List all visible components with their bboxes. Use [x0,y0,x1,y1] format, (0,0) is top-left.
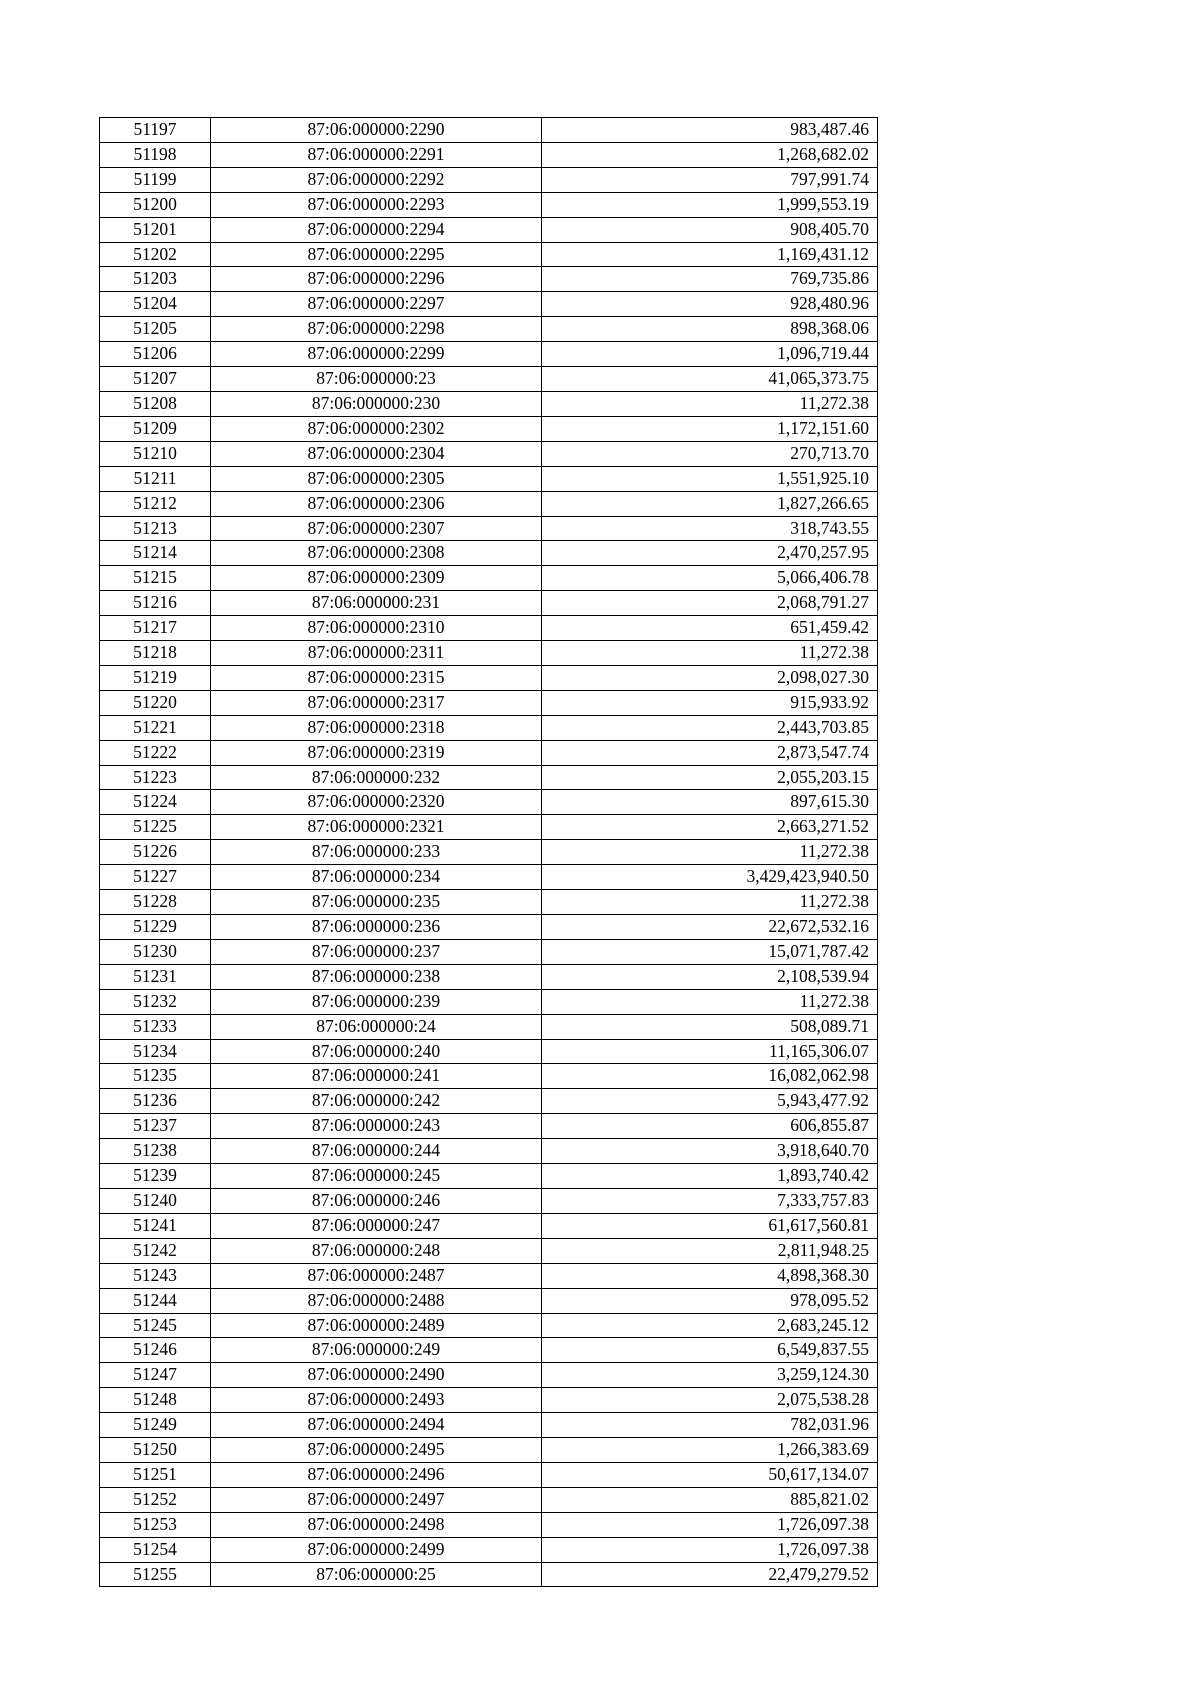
table-row [100,1213,878,1238]
amount-cell: 2,873,547.74 [542,740,878,765]
amount-cell: 1,268,682.02 [542,142,878,167]
row-number-cell: 51229 [100,915,211,940]
amount-cell: 1,726,097.38 [542,1537,878,1562]
table-row [100,1462,878,1487]
row-number-cell: 51239 [100,1164,211,1189]
table-row [100,317,878,342]
amount-cell: 11,272.38 [542,890,878,915]
row-number-cell: 51248 [100,1388,211,1413]
table-row [100,1064,878,1089]
table-row [100,1388,878,1413]
amount-cell: 797,991.74 [542,167,878,192]
table-row [100,466,878,491]
amount-cell: 2,683,245.12 [542,1313,878,1338]
cadastral-number-cell: 87:06:000000:2497 [211,1487,542,1512]
row-number-cell: 51220 [100,690,211,715]
row-number-cell: 51245 [100,1313,211,1338]
table-row [100,1263,878,1288]
table-row [100,915,878,940]
row-number-cell: 51234 [100,1039,211,1064]
table-row [100,1438,878,1463]
row-number-cell: 51237 [100,1114,211,1139]
table-row [100,416,878,441]
cadastral-number-cell: 87:06:000000:2295 [211,242,542,267]
cadastral-number-cell: 87:06:000000:236 [211,915,542,940]
cadastral-number-cell: 87:06:000000:2315 [211,665,542,690]
cadastral-number-cell: 87:06:000000:2496 [211,1462,542,1487]
cadastral-number-cell: 87:06:000000:2305 [211,466,542,491]
row-number-cell: 51213 [100,516,211,541]
amount-cell: 508,089.71 [542,1014,878,1039]
amount-cell: 5,066,406.78 [542,566,878,591]
row-number-cell: 51254 [100,1537,211,1562]
amount-cell: 897,615.30 [542,790,878,815]
table-row [100,1089,878,1114]
amount-cell: 928,480.96 [542,292,878,317]
cadastral-number-cell: 87:06:000000:2318 [211,715,542,740]
row-number-cell: 51205 [100,317,211,342]
row-number-cell: 51225 [100,815,211,840]
row-number-cell: 51232 [100,989,211,1014]
table-body [100,118,878,1587]
cadastral-number-cell: 87:06:000000:2498 [211,1512,542,1537]
row-number-cell: 51203 [100,267,211,292]
row-number-cell: 51199 [100,167,211,192]
row-number-cell: 51204 [100,292,211,317]
table-row [100,1537,878,1562]
amount-cell: 5,943,477.92 [542,1089,878,1114]
cadastral-number-cell: 87:06:000000:234 [211,865,542,890]
table-row [100,242,878,267]
row-number-cell: 51214 [100,541,211,566]
table-row [100,989,878,1014]
cadastral-number-cell: 87:06:000000:2488 [211,1288,542,1313]
cadastral-number-cell: 87:06:000000:232 [211,765,542,790]
table-row [100,142,878,167]
table-row [100,665,878,690]
row-number-cell: 51235 [100,1064,211,1089]
row-number-cell: 51243 [100,1263,211,1288]
cadastral-number-cell: 87:06:000000:2291 [211,142,542,167]
row-number-cell: 51244 [100,1288,211,1313]
row-number-cell: 51212 [100,491,211,516]
cadastral-number-cell: 87:06:000000:231 [211,591,542,616]
table-row [100,890,878,915]
table-row [100,118,878,143]
amount-cell: 2,663,271.52 [542,815,878,840]
amount-cell: 606,855.87 [542,1114,878,1139]
cadastral-number-cell: 87:06:000000:2494 [211,1413,542,1438]
cadastral-number-cell: 87:06:000000:2487 [211,1263,542,1288]
amount-cell: 2,443,703.85 [542,715,878,740]
table-row [100,790,878,815]
row-number-cell: 51211 [100,466,211,491]
amount-cell: 11,165,306.07 [542,1039,878,1064]
amount-cell: 2,055,203.15 [542,765,878,790]
amount-cell: 782,031.96 [542,1413,878,1438]
amount-cell: 885,821.02 [542,1487,878,1512]
cadastral-number-cell: 87:06:000000:239 [211,989,542,1014]
cadastral-number-cell: 87:06:000000:2493 [211,1388,542,1413]
amount-cell: 651,459.42 [542,616,878,641]
table-row [100,964,878,989]
amount-cell: 1,172,151.60 [542,416,878,441]
amount-cell: 3,259,124.30 [542,1363,878,1388]
cadastral-number-cell: 87:06:000000:230 [211,391,542,416]
cadastral-number-cell: 87:06:000000:249 [211,1338,542,1363]
cadastral-number-cell: 87:06:000000:2302 [211,416,542,441]
table-row [100,939,878,964]
row-number-cell: 51230 [100,939,211,964]
row-number-cell: 51223 [100,765,211,790]
table-row [100,616,878,641]
cadastral-number-cell: 87:06:000000:2495 [211,1438,542,1463]
amount-cell: 11,272.38 [542,391,878,416]
cadastral-number-cell: 87:06:000000:2319 [211,740,542,765]
table-row [100,641,878,666]
amount-cell: 4,898,368.30 [542,1263,878,1288]
cadastral-number-cell: 87:06:000000:2320 [211,790,542,815]
amount-cell: 318,743.55 [542,516,878,541]
amount-cell: 2,470,257.95 [542,541,878,566]
amount-cell: 11,272.38 [542,641,878,666]
table-row [100,1114,878,1139]
cadastral-number-cell: 87:06:000000:240 [211,1039,542,1064]
cadastral-number-cell: 87:06:000000:2308 [211,541,542,566]
row-number-cell: 51207 [100,367,211,392]
table-row [100,491,878,516]
cadastral-number-cell: 87:06:000000:237 [211,939,542,964]
amount-cell: 3,918,640.70 [542,1139,878,1164]
amount-cell: 11,272.38 [542,840,878,865]
cadastral-number-cell: 87:06:000000:2297 [211,292,542,317]
row-number-cell: 51200 [100,192,211,217]
row-number-cell: 51218 [100,641,211,666]
row-number-cell: 51224 [100,790,211,815]
row-number-cell: 51246 [100,1338,211,1363]
table-row [100,1363,878,1388]
table-row [100,192,878,217]
cadastral-number-cell: 87:06:000000:2306 [211,491,542,516]
row-number-cell: 51210 [100,441,211,466]
cadastral-number-cell: 87:06:000000:25 [211,1562,542,1587]
table-row [100,865,878,890]
table-row [100,1313,878,1338]
row-number-cell: 51202 [100,242,211,267]
cadastral-number-cell: 87:06:000000:235 [211,890,542,915]
amount-cell: 2,098,027.30 [542,665,878,690]
amount-cell: 1,726,097.38 [542,1512,878,1537]
table-row [100,1562,878,1587]
row-number-cell: 51247 [100,1363,211,1388]
cadastral-number-cell: 87:06:000000:2296 [211,267,542,292]
cadastral-number-cell: 87:06:000000:23 [211,367,542,392]
amount-cell: 2,811,948.25 [542,1238,878,1263]
amount-cell: 915,933.92 [542,690,878,715]
cadastral-number-cell: 87:06:000000:233 [211,840,542,865]
row-number-cell: 51227 [100,865,211,890]
amount-cell: 270,713.70 [542,441,878,466]
cadastral-number-cell: 87:06:000000:2299 [211,342,542,367]
row-number-cell: 51222 [100,740,211,765]
table-row [100,342,878,367]
row-number-cell: 51209 [100,416,211,441]
cadastral-number-cell: 87:06:000000:242 [211,1089,542,1114]
row-number-cell: 51198 [100,142,211,167]
cadastral-number-cell: 87:06:000000:246 [211,1188,542,1213]
table-row [100,167,878,192]
amount-cell: 50,617,134.07 [542,1462,878,1487]
amount-cell: 769,735.86 [542,267,878,292]
table-row [100,367,878,392]
amount-cell: 41,065,373.75 [542,367,878,392]
row-number-cell: 51228 [100,890,211,915]
table-row [100,1188,878,1213]
cadastral-number-cell: 87:06:000000:2317 [211,690,542,715]
table-row [100,1238,878,1263]
amount-cell: 7,333,757.83 [542,1188,878,1213]
row-number-cell: 51241 [100,1213,211,1238]
table-row [100,391,878,416]
row-number-cell: 51249 [100,1413,211,1438]
amount-cell: 22,672,532.16 [542,915,878,940]
table-row [100,1039,878,1064]
row-number-cell: 51226 [100,840,211,865]
table-row [100,1512,878,1537]
table-row [100,1413,878,1438]
row-number-cell: 51216 [100,591,211,616]
amount-cell: 1,096,719.44 [542,342,878,367]
table-row [100,690,878,715]
table-row [100,1014,878,1039]
amount-cell: 15,071,787.42 [542,939,878,964]
table-row [100,765,878,790]
row-number-cell: 51201 [100,217,211,242]
table-row [100,591,878,616]
cadastral-number-cell: 87:06:000000:2321 [211,815,542,840]
table-row [100,715,878,740]
row-number-cell: 51250 [100,1438,211,1463]
table-row [100,217,878,242]
table-row [100,516,878,541]
table-row [100,840,878,865]
cadastral-number-cell: 87:06:000000:2311 [211,641,542,666]
row-number-cell: 51206 [100,342,211,367]
amount-cell: 978,095.52 [542,1288,878,1313]
table-row [100,541,878,566]
amount-cell: 1,893,740.42 [542,1164,878,1189]
amount-cell: 2,108,539.94 [542,964,878,989]
cadastral-number-cell: 87:06:000000:2293 [211,192,542,217]
cadastral-number-cell: 87:06:000000:243 [211,1114,542,1139]
row-number-cell: 51238 [100,1139,211,1164]
row-number-cell: 51219 [100,665,211,690]
row-number-cell: 51221 [100,715,211,740]
amount-cell: 3,429,423,940.50 [542,865,878,890]
table-row [100,1288,878,1313]
amount-cell: 1,266,383.69 [542,1438,878,1463]
row-number-cell: 51242 [100,1238,211,1263]
amount-cell: 16,082,062.98 [542,1064,878,1089]
amount-cell: 61,617,560.81 [542,1213,878,1238]
cadastral-number-cell: 87:06:000000:247 [211,1213,542,1238]
cadastral-number-cell: 87:06:000000:2309 [211,566,542,591]
cadastral-number-cell: 87:06:000000:2294 [211,217,542,242]
row-number-cell: 51233 [100,1014,211,1039]
row-number-cell: 51240 [100,1188,211,1213]
row-number-cell: 51236 [100,1089,211,1114]
cadastral-number-cell: 87:06:000000:2499 [211,1537,542,1562]
amount-cell: 983,487.46 [542,118,878,143]
amount-cell: 1,169,431.12 [542,242,878,267]
table-row [100,267,878,292]
row-number-cell: 51252 [100,1487,211,1512]
table-row [100,1338,878,1363]
data-table [99,117,878,1587]
amount-cell: 2,075,538.28 [542,1388,878,1413]
cadastral-number-cell: 87:06:000000:2298 [211,317,542,342]
table-row [100,740,878,765]
amount-cell: 1,551,925.10 [542,466,878,491]
cadastral-number-cell: 87:06:000000:248 [211,1238,542,1263]
cadastral-number-cell: 87:06:000000:2304 [211,441,542,466]
amount-cell: 898,368.06 [542,317,878,342]
table-row [100,441,878,466]
cadastral-number-cell: 87:06:000000:2290 [211,118,542,143]
cadastral-number-cell: 87:06:000000:2490 [211,1363,542,1388]
cadastral-number-cell: 87:06:000000:2292 [211,167,542,192]
row-number-cell: 51208 [100,391,211,416]
amount-cell: 1,999,553.19 [542,192,878,217]
row-number-cell: 51255 [100,1562,211,1587]
table-row [100,1139,878,1164]
amount-cell: 2,068,791.27 [542,591,878,616]
amount-cell: 11,272.38 [542,989,878,1014]
amount-cell: 1,827,266.65 [542,491,878,516]
table-row [100,1164,878,1189]
cadastral-number-cell: 87:06:000000:241 [211,1064,542,1089]
row-number-cell: 51197 [100,118,211,143]
cadastral-number-cell: 87:06:000000:24 [211,1014,542,1039]
table-row [100,292,878,317]
cadastral-number-cell: 87:06:000000:245 [211,1164,542,1189]
amount-cell: 22,479,279.52 [542,1562,878,1587]
amount-cell: 6,549,837.55 [542,1338,878,1363]
table-row [100,815,878,840]
cadastral-number-cell: 87:06:000000:238 [211,964,542,989]
cadastral-number-cell: 87:06:000000:2307 [211,516,542,541]
cadastral-number-cell: 87:06:000000:2310 [211,616,542,641]
row-number-cell: 51251 [100,1462,211,1487]
row-number-cell: 51253 [100,1512,211,1537]
row-number-cell: 51231 [100,964,211,989]
amount-cell: 908,405.70 [542,217,878,242]
row-number-cell: 51215 [100,566,211,591]
table-row [100,1487,878,1512]
cadastral-number-cell: 87:06:000000:244 [211,1139,542,1164]
table-row [100,566,878,591]
row-number-cell: 51217 [100,616,211,641]
cadastral-number-cell: 87:06:000000:2489 [211,1313,542,1338]
